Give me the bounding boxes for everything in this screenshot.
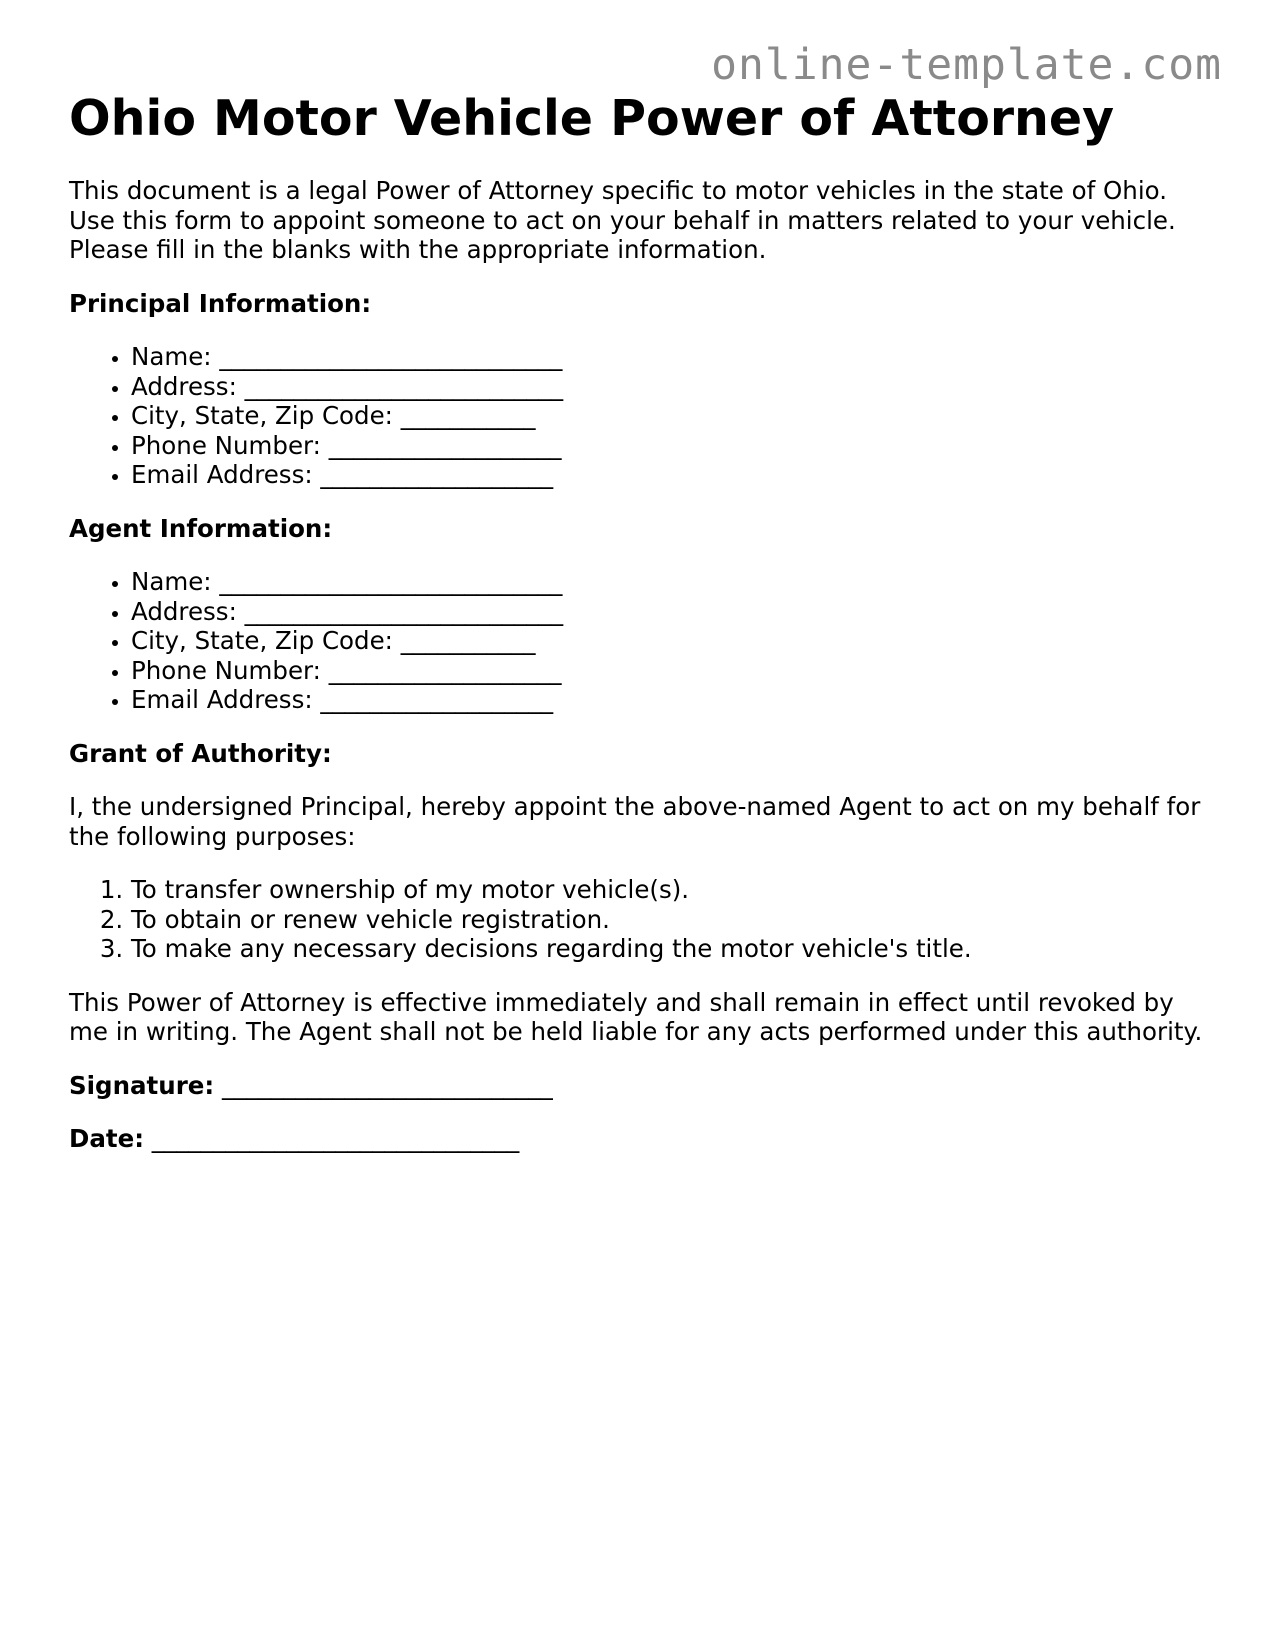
purposes-list bbox=[69, 875, 1209, 964]
agent-address-field: • Address: __________________________ bbox=[131, 597, 1209, 627]
agent-name-field: • Name: ____________________________ bbox=[131, 567, 1209, 597]
watermark: online-template.com bbox=[711, 40, 1222, 90]
signature-line bbox=[69, 1071, 1209, 1101]
signature-label: Signature: bbox=[69, 1070, 215, 1100]
principal-phone-field: • Phone Number: ___________________ bbox=[131, 431, 1209, 461]
intro-paragraph: This document is a legal Power of Attorney specific to motor vehicles in the state of Ohio. Use this form to appoint someone to act on your behalf in matters related to your vehicle. Please fill in the blanks with the appropriate information. bbox=[69, 176, 1176, 264]
agent-heading: Agent Information: bbox=[69, 513, 333, 543]
purpose-item: 2. To obtain or renew vehicle registration. bbox=[131, 905, 1209, 935]
signature-blank: ___________________________ bbox=[222, 1070, 553, 1100]
document-page bbox=[69, 86, 1209, 1178]
date-blank: ______________________________ bbox=[151, 1124, 520, 1153]
principal-city-state-zip-field: • City, State, Zip Code: ___________ bbox=[131, 401, 1209, 431]
date-line bbox=[69, 1124, 1209, 1154]
principal-email-field: • Email Address: ___________________ bbox=[131, 460, 1209, 490]
purpose-item: 1. To transfer ownership of my motor vehicle(s). bbox=[131, 875, 1209, 905]
principal-name-field: • Name: ____________________________ bbox=[131, 342, 1209, 372]
grant-heading: Grant of Authority: bbox=[69, 738, 332, 768]
document-title: Ohio Motor Vehicle Power of Attorney bbox=[69, 90, 1115, 147]
date-label: Date: bbox=[69, 1124, 144, 1153]
principal-address-field: • Address: __________________________ bbox=[131, 372, 1209, 402]
agent-city-state-zip-field: • City, State, Zip Code: ___________ bbox=[131, 626, 1209, 656]
principal-info-list bbox=[69, 342, 1209, 490]
agent-info-list bbox=[69, 567, 1209, 715]
agent-phone-field: • Phone Number: ___________________ bbox=[131, 656, 1209, 686]
agent-email-field: • Email Address: ___________________ bbox=[131, 685, 1209, 715]
principal-heading: Principal Information: bbox=[69, 288, 372, 318]
grant-intro-paragraph: I, the undersigned Principal, hereby appoint the above-named Agent to act on my behalf for the following purposes: bbox=[69, 792, 1201, 851]
purpose-item: 3. To make any necessary decisions regarding the motor vehicle's title. bbox=[131, 934, 1209, 964]
effect-paragraph: This Power of Attorney is effective immediately and shall remain in effect until revoked by me in writing. The Agent shall not be held liable for any acts performed under this authority. bbox=[69, 987, 1203, 1046]
